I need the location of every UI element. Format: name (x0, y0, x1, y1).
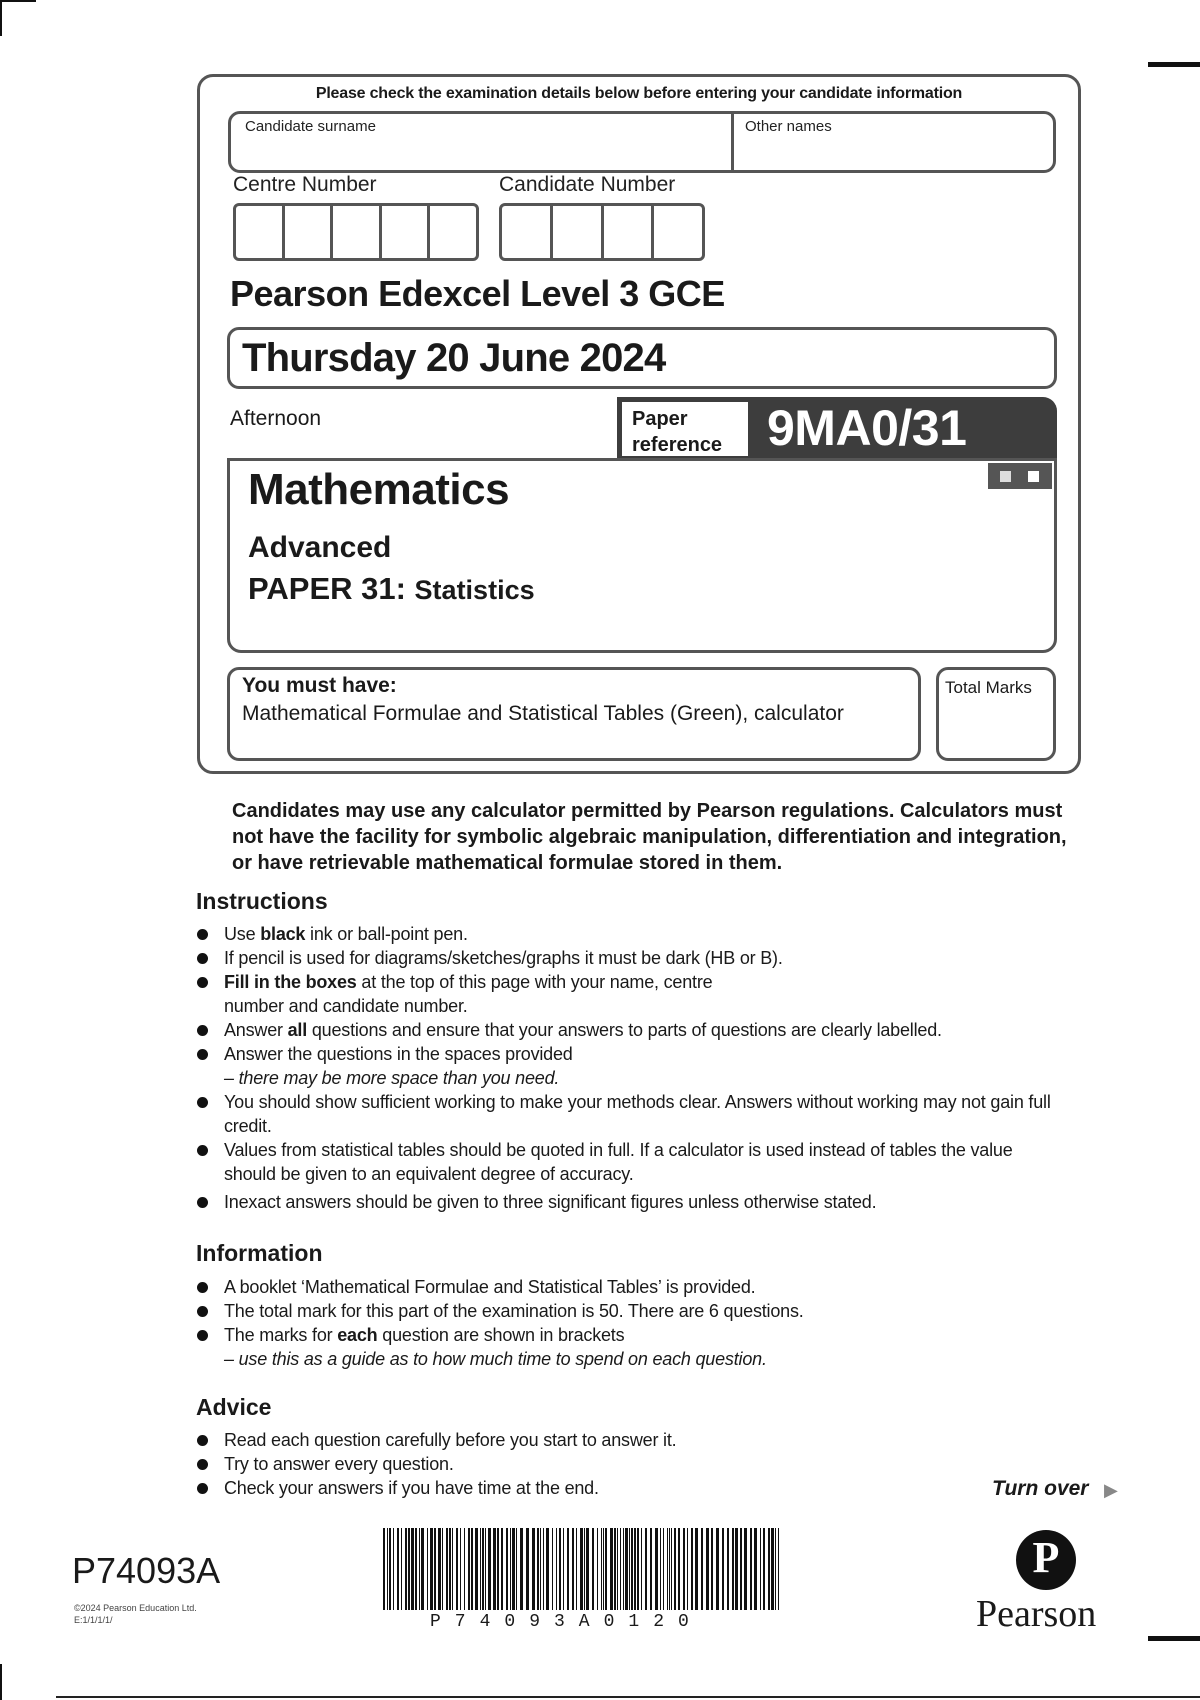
barcode-bar (556, 1528, 557, 1610)
list-item: A booklet ‘Mathematical Formulae and Statistical Tables’ is provided. (196, 1275, 1076, 1299)
barcode-bar (408, 1528, 410, 1610)
list-item: Values from statistical tables should be quoted in full. If a calculator is used instead of tables the value should be given to an equivalent degree of accuracy. (196, 1138, 1064, 1186)
barcode-bar (405, 1528, 407, 1610)
list-item: Try to answer every question. (196, 1452, 1076, 1476)
paper-number: PAPER 31: (248, 571, 415, 606)
barcode-bar (614, 1528, 616, 1610)
barcode-bar (563, 1528, 564, 1610)
barcode-bar (650, 1528, 652, 1610)
paper-reference-label (632, 406, 722, 458)
total-marks-box (936, 667, 1056, 761)
barcode-image (383, 1528, 779, 1622)
barcode-bar (637, 1528, 639, 1610)
barcode-bar (754, 1528, 757, 1610)
barcode-bar (510, 1528, 511, 1610)
barcode-bar (460, 1528, 461, 1610)
barcode-text: P74093A0120 (430, 1612, 703, 1632)
barcode-bar (576, 1528, 577, 1610)
calculator-notice: Candidates may use any calculator permitted by Pearson regulations. Calculators must not have the facility for symbolic algebraic manipulation, differentiation and integration, or have retrievable mathematical formulae stored in them. (232, 800, 1067, 874)
barcode-bar (674, 1528, 676, 1610)
barcode-bar (732, 1528, 734, 1610)
barcode-bar (711, 1528, 713, 1610)
square-icon (1028, 471, 1039, 482)
centre-number-boxes[interactable] (233, 203, 479, 261)
barcode-bar (655, 1528, 658, 1610)
barcode-bar (735, 1528, 738, 1610)
barcode-bar (671, 1528, 672, 1610)
list-item: Read each question carefully before you start to answer it. (196, 1428, 1076, 1452)
subject-box (227, 458, 1057, 653)
barcode-bar (482, 1528, 484, 1610)
barcode-bar (438, 1528, 441, 1610)
barcode-bar (605, 1528, 607, 1610)
candidate-number-digit[interactable] (553, 206, 604, 258)
barcode-bar (532, 1528, 535, 1610)
copyright-line: ©2024 Pearson Education Ltd. (74, 1603, 197, 1613)
barcode-bar (540, 1528, 541, 1610)
paper-name: Statistics (414, 575, 535, 605)
barcode-bar (572, 1528, 574, 1610)
other-names-field[interactable] (734, 114, 1053, 170)
registration-mark-top-left-h (0, 0, 36, 2)
barcode-bar (430, 1528, 433, 1610)
list-item: Answer all questions and ensure that your answers to parts of questions are clearly labelled. (196, 1018, 1076, 1042)
barcode-bar (687, 1528, 688, 1610)
candidate-details-box (197, 74, 1081, 774)
barcode-bar (631, 1528, 633, 1610)
barcode-bar (610, 1528, 613, 1610)
registration-mark-bottom-right (1148, 1636, 1200, 1641)
barcode-bar (567, 1528, 569, 1610)
barcode-bar (559, 1528, 561, 1610)
square-icon (1000, 471, 1011, 482)
paper-reference-code: 9MA0/31 (767, 400, 967, 456)
barcode-bar (727, 1528, 729, 1610)
centre-number-digit[interactable] (333, 206, 382, 258)
check-details-notice: Please check the examination details below before entering your candidate information (315, 85, 963, 102)
barcode-bar (464, 1528, 465, 1610)
barcode-bar (597, 1528, 598, 1610)
barcode-bar (449, 1528, 451, 1610)
barcode-bar (645, 1528, 647, 1610)
barcode-bar (506, 1528, 508, 1610)
candidate-number-digit[interactable] (654, 206, 702, 258)
barcode-bar (419, 1528, 420, 1610)
barcode-bar (695, 1528, 698, 1610)
advice-list (196, 1428, 1076, 1500)
barcode-bar (526, 1528, 529, 1610)
barcode-bar (434, 1528, 436, 1610)
surname-field[interactable] (231, 114, 731, 170)
candidate-number-digit[interactable] (604, 206, 655, 258)
barcode-bar (775, 1528, 776, 1610)
barcode-bar (716, 1528, 719, 1610)
candidate-number-boxes[interactable] (499, 203, 705, 261)
list-item: Answer the questions in the spaces provided – there may be more space than you need. (196, 1042, 1076, 1090)
must-have-text: Mathematical Formulae and Statistical Tables (Green), calculator (242, 702, 844, 725)
barcode-bar (446, 1528, 448, 1610)
pearson-logo-letter: P (1032, 1533, 1060, 1582)
centre-number-digit[interactable] (430, 206, 476, 258)
exam-date-box (227, 327, 1057, 389)
barcode-bar (584, 1528, 585, 1610)
barcode-bar (603, 1528, 604, 1610)
barcode-bar (620, 1528, 621, 1610)
list-item: The total mark for this part of the examination is 50. There are 6 questions. (196, 1299, 1076, 1323)
barcode-bar (771, 1528, 774, 1610)
barcode-bar (750, 1528, 752, 1610)
barcode-bar (383, 1528, 385, 1610)
registration-mark-top-left (0, 0, 2, 36)
turn-over-text: Turn over (992, 1477, 1089, 1500)
instructions-list (196, 922, 1076, 1214)
barcode-bar (683, 1528, 685, 1610)
list-item: Check your answers if you have time at the end. (196, 1476, 1076, 1500)
barcode-bar (480, 1528, 481, 1610)
barcode-bar (667, 1528, 668, 1610)
barcode-bar (660, 1528, 661, 1610)
list-item: Fill in the boxes at the top of this page with your name, centre number and candidate number. (196, 970, 724, 1018)
barcode-bar (629, 1528, 630, 1610)
barcode-bar (475, 1528, 478, 1610)
barcode-bar (744, 1528, 747, 1610)
barcode-bar (678, 1528, 680, 1610)
barcode-bar (543, 1528, 544, 1610)
barcode-bar (546, 1528, 549, 1610)
barcode-bar (625, 1528, 628, 1610)
paper-reference-label-line2: reference (632, 434, 723, 456)
barcode-bar (485, 1528, 486, 1610)
barcode-bar (760, 1528, 761, 1610)
barcode-bar (401, 1528, 402, 1610)
must-have-heading: You must have: (242, 674, 397, 697)
barcode-bar (488, 1528, 491, 1610)
subject-level: Advanced (248, 531, 392, 564)
barcode-bar (415, 1528, 417, 1610)
barcode-bar (691, 1528, 693, 1610)
barcode-bar (501, 1528, 503, 1610)
barcode-bar (601, 1528, 602, 1610)
centre-number-digit[interactable] (285, 206, 334, 258)
total-marks-label: Total Marks (945, 678, 1032, 697)
barcode-bar (580, 1528, 583, 1610)
barcode-bar (393, 1528, 394, 1610)
barcode-bar (516, 1528, 517, 1610)
barcode-bar (442, 1528, 443, 1610)
advice-heading: Advice (196, 1394, 272, 1420)
paper-title (248, 571, 535, 607)
barcode-bar (520, 1528, 523, 1610)
barcode-bar (497, 1528, 499, 1610)
exam-session: Afternoon (230, 407, 322, 430)
barcode-bar (468, 1528, 470, 1610)
barcode-bar (623, 1528, 624, 1610)
list-item: You should show sufficient working to make your methods clear. Answers without working may not gain full credit. (196, 1090, 1064, 1138)
barcode-bar (641, 1528, 642, 1610)
barcode-bar (768, 1528, 770, 1610)
barcode-bar (701, 1528, 703, 1610)
candidate-number-label: Candidate Number (499, 173, 676, 196)
barcode-bar (617, 1528, 618, 1610)
barcode-bar (740, 1528, 742, 1610)
centre-number-digit[interactable] (236, 206, 285, 258)
candidate-name-fields (228, 111, 1056, 173)
barcode-bar (586, 1528, 589, 1610)
barcode-bar (722, 1528, 724, 1610)
barcode-bar (397, 1528, 399, 1610)
barcode-bar (456, 1528, 458, 1610)
information-heading: Information (196, 1240, 323, 1266)
registration-mark-top-right (1148, 62, 1200, 67)
print-code-line: E:1/1/1/1/ (74, 1615, 113, 1625)
instructions-heading: Instructions (196, 888, 328, 914)
barcode-bar (778, 1528, 779, 1610)
barcode-bar (493, 1528, 496, 1610)
bottom-rule (56, 1696, 1200, 1698)
barcode-bar (552, 1528, 553, 1610)
barcode-bar (421, 1528, 424, 1610)
list-item: The marks for each question are shown in brackets – use this as a guide as to how much time to spend on each question. (196, 1323, 1076, 1371)
barcode-bar (706, 1528, 709, 1610)
barcode-bar (427, 1528, 428, 1610)
qualification-title: Pearson Edexcel Level 3 GCE (230, 273, 725, 314)
information-list (196, 1275, 1076, 1371)
barcode-bar (411, 1528, 414, 1610)
barcode-bar (389, 1528, 391, 1610)
barcode-bar (471, 1528, 473, 1610)
paper-code: P74093A (72, 1550, 221, 1591)
paper-reference-label-box (620, 400, 750, 458)
copyright (74, 1602, 197, 1626)
centre-number-digit[interactable] (382, 206, 431, 258)
barcode-bar (452, 1528, 453, 1610)
must-have-box (227, 667, 921, 761)
list-item: If pencil is used for diagrams/sketches/graphs it must be dark (HB or B). (196, 946, 1076, 970)
barcode-bar (763, 1528, 765, 1610)
paper-reference-box (617, 397, 1057, 461)
list-item: Use black ink or ball-point pen. (196, 922, 1076, 946)
candidate-number-digit[interactable] (502, 206, 553, 258)
barcode-bar (537, 1528, 539, 1610)
pearson-logo-icon (1016, 1530, 1076, 1590)
other-names-label: Other names (745, 118, 832, 135)
paper-type-icon (988, 463, 1052, 489)
exam-date: Thursday 20 June 2024 (242, 336, 666, 380)
surname-label: Candidate surname (245, 118, 376, 135)
registration-mark-bottom-left (0, 1664, 2, 1700)
arrow-right-icon: ▶ (1104, 1480, 1118, 1500)
barcode-bar (387, 1528, 388, 1610)
barcode-bar (663, 1528, 664, 1610)
paper-reference-label-line1: Paper (632, 408, 688, 430)
barcode-bar (669, 1528, 670, 1610)
centre-number-label: Centre Number (233, 173, 377, 196)
barcode-bar (592, 1528, 594, 1610)
subject-title: Mathematics (248, 465, 510, 514)
list-item: Inexact answers should be given to three significant figures unless otherwise stated. (196, 1190, 1076, 1214)
pearson-logo-wordmark: Pearson (976, 1593, 1097, 1635)
barcode-bar (634, 1528, 636, 1610)
barcode-bar (512, 1528, 515, 1610)
